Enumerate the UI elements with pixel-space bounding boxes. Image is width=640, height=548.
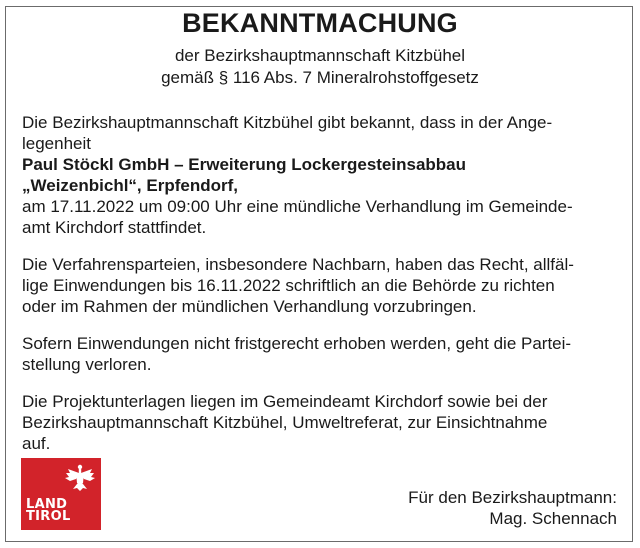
logo-line-tirol: TIROL [26,509,71,524]
paragraph-party-status [22,333,622,375]
text-line: amt Kirchdorf stattfindet. [22,218,207,237]
paragraph-documents [22,391,622,454]
text-line: oder im Rahmen der mündlichen Verhandlung vorzubringen. [22,297,477,316]
text-line: Die Projektunterlagen liegen im Gemeindeamt Kirchdorf sowie bei der [22,392,548,411]
signature-name: Mag. Schennach [489,509,617,528]
project-name: Paul Stöckl GmbH – Erweiterung Lockergesteinsabbau [22,155,467,174]
text-line: auf. [22,434,51,453]
signature-role: Für den Bezirkshauptmann: [408,488,617,507]
logo-text [26,499,71,523]
subtitle-legal-basis: gemäß § 116 Abs. 7 Mineralrohstoffgesetz [161,68,479,87]
text-line: Bezirkshauptmannschaft Kitzbühel, Umweltreferat, zur Einsichtnahme [22,413,548,432]
text-line: lige Einwendungen bis 16.11.2022 schriftlich an die Behörde zu richten [22,276,555,295]
announcement-body [22,112,622,470]
paragraph-objections [22,254,622,317]
text-line: Die Bezirkshauptmannschaft Kitzbühel gibt bekannt, dass in der Ange- [22,113,553,132]
page-title: BEKANNTMACHUNG [182,8,458,38]
text-line: am 17.11.2022 um 09:00 Uhr eine mündliche Verhandlung im Gemeinde- [22,197,573,216]
signature-block [408,487,617,529]
paragraph-hearing [22,112,622,238]
subtitle-authority: der Bezirkshauptmannschaft Kitzbühel [174,46,466,65]
logo-line-land: LAND [26,497,68,512]
project-location: „Weizenbichl“, Erpfendorf, [22,176,238,195]
text-line: Sofern Einwendungen nicht fristgerecht erhoben werden, geht die Partei- [22,334,572,353]
text-line: stellung verloren. [22,355,152,374]
land-tirol-logo [21,458,101,530]
text-line: legenheit [22,134,92,153]
text-line: Die Verfahrensparteien, insbesondere Nachbarn, haben das Recht, allfäl- [22,255,574,274]
